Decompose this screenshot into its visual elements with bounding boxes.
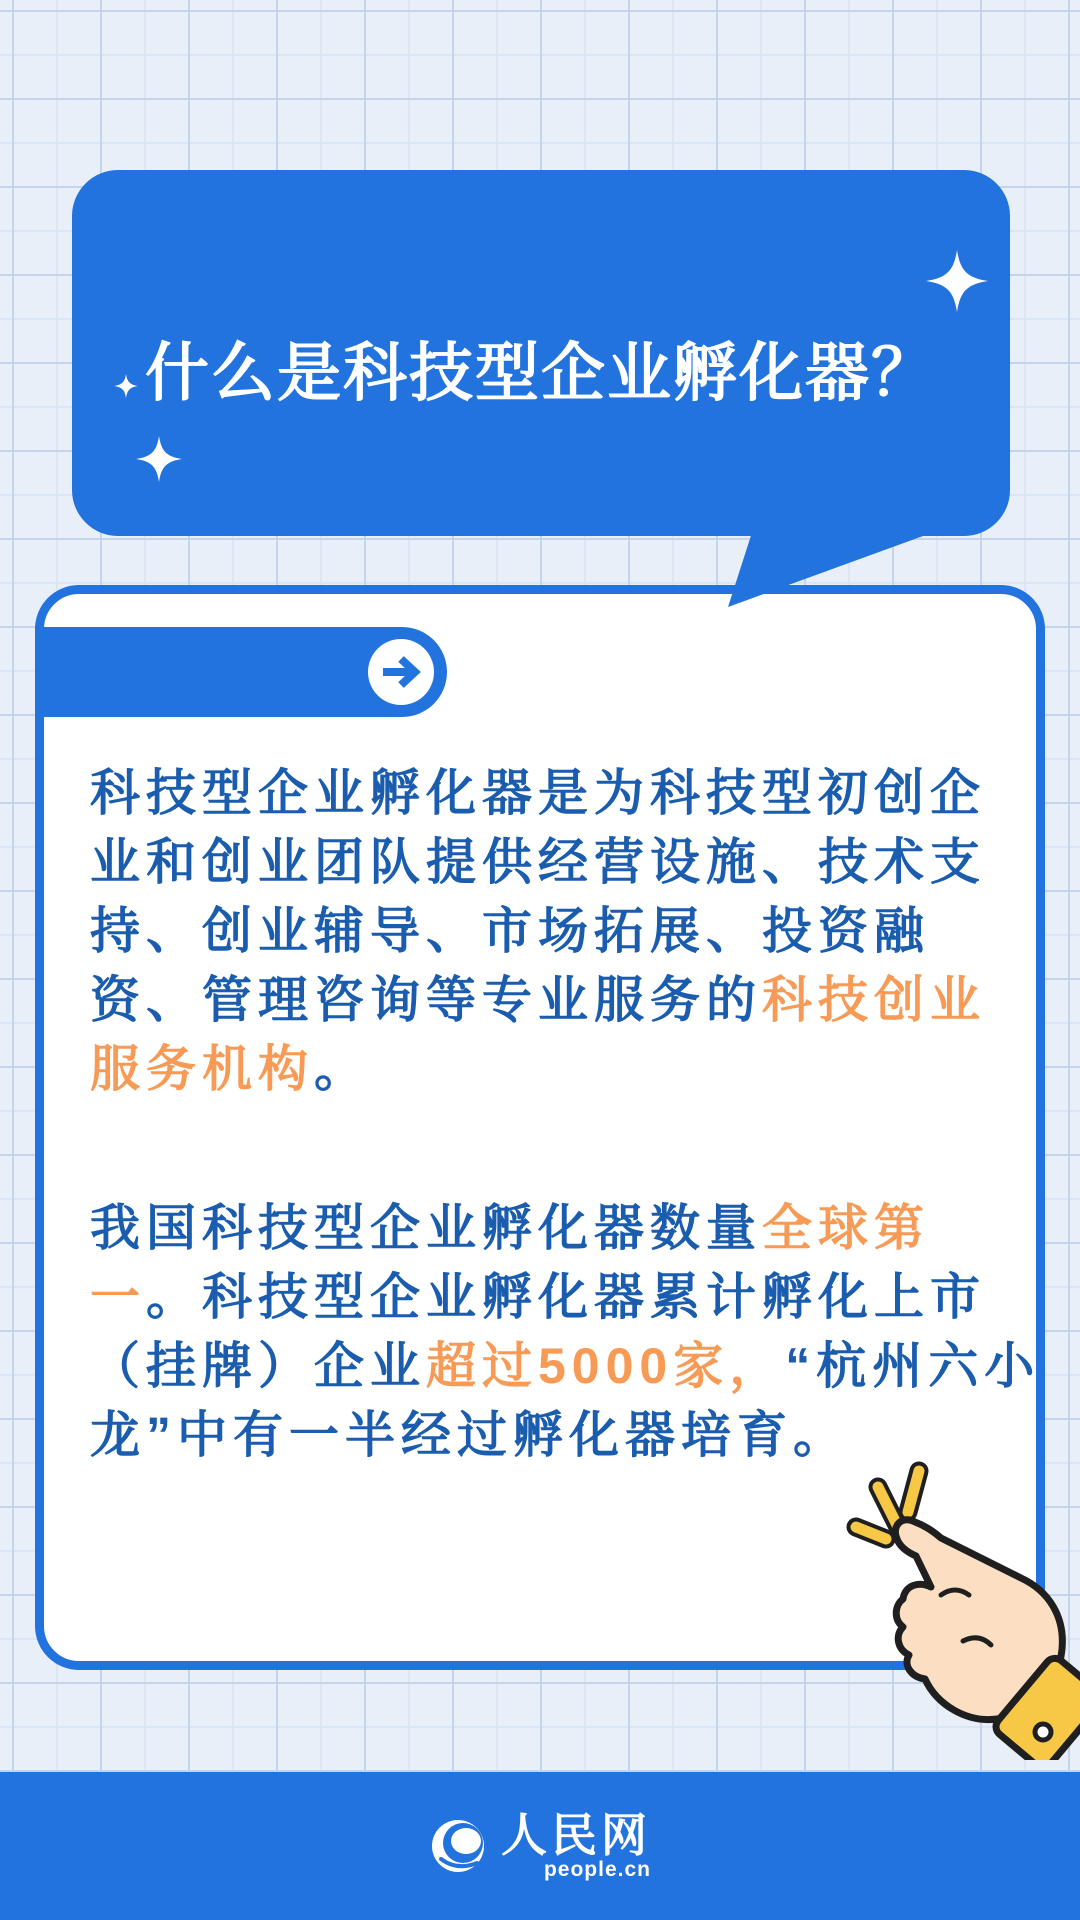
text-segment-orange: 服务机构 xyxy=(90,1041,314,1097)
text-line xyxy=(90,759,992,828)
text-line xyxy=(90,1035,992,1104)
text-line xyxy=(90,1263,992,1332)
text-line xyxy=(90,828,992,897)
brand-sub: people.cn xyxy=(543,1858,651,1881)
speech-bubble-tail xyxy=(0,0,1080,700)
text-segment-orange: 科技创业 xyxy=(762,972,986,1028)
text-segment-orange: 全球第 xyxy=(762,1200,930,1256)
text-segment-orange: 超过5000家， xyxy=(426,1338,786,1394)
text-segment-blue: 资、管理咨询等专业服务的 xyxy=(90,972,762,1028)
pointing-hand-icon xyxy=(845,1445,1080,1760)
people-cn-logo xyxy=(429,1811,651,1881)
text-segment-blue: “杭州六小 xyxy=(785,1338,1041,1394)
body-text xyxy=(90,759,1041,1470)
text-segment-blue: 。 xyxy=(314,1041,370,1097)
text-segment-blue: （挂牌）企业 xyxy=(90,1338,426,1394)
text-segment-blue: 持、创业辅导、市场拓展、投资融 xyxy=(90,903,930,959)
text-segment-blue: 业和创业团队提供经营设施、技术支 xyxy=(90,834,986,890)
text-segment-blue: 龙”中有一半经过孵化器培育。 xyxy=(90,1407,849,1463)
text-line xyxy=(90,1194,992,1263)
text-line xyxy=(90,1332,1041,1401)
page-title: 什么是科技型企业孵化器？ xyxy=(145,337,937,409)
sparkle-icon xyxy=(136,436,182,482)
text-line xyxy=(90,897,992,966)
sparkle-icon xyxy=(926,250,988,312)
paragraph xyxy=(90,759,992,1104)
footer-band xyxy=(0,1772,1080,1920)
text-segment-orange: 一 xyxy=(90,1269,146,1325)
brand-name: 人民网 xyxy=(501,1809,651,1861)
brand-text xyxy=(501,1811,651,1881)
text-segment-blue: 。科技型企业孵化器累计孵化上市 xyxy=(146,1269,986,1325)
text-line xyxy=(90,966,992,1035)
text-segment-blue: 我国科技型企业孵化器数量 xyxy=(90,1200,762,1256)
paragraph xyxy=(90,1194,1041,1470)
people-cn-globe-icon xyxy=(429,1815,491,1877)
text-segment-blue: 科技型企业孵化器是为科技型初创企 xyxy=(90,765,986,821)
sparkle-icon xyxy=(114,374,138,398)
